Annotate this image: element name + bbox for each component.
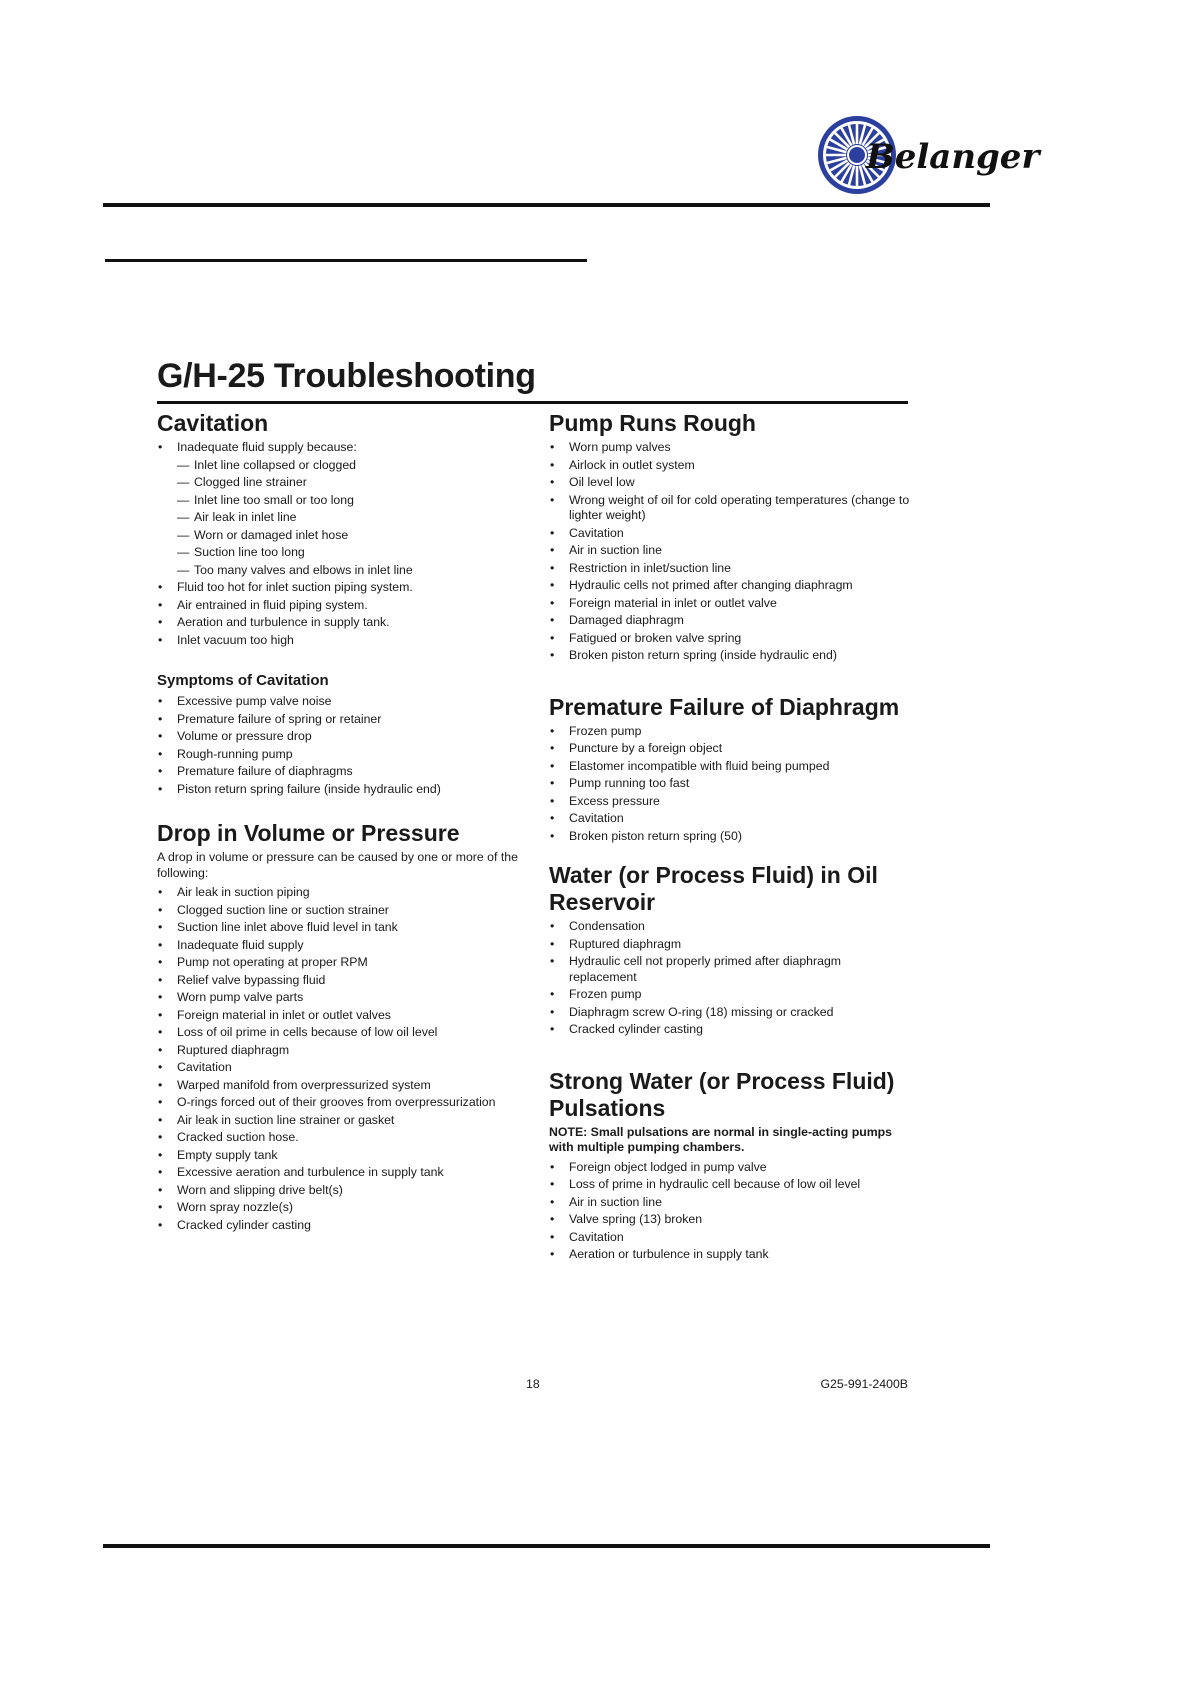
sub-list bbox=[157, 458, 523, 579]
list-item-text: Premature failure of diaphragms bbox=[177, 764, 353, 778]
list-item-text: Inlet vacuum too high bbox=[177, 632, 294, 647]
list-item-text: Cavitation bbox=[177, 1060, 232, 1074]
list-item bbox=[157, 747, 523, 763]
bullet: • bbox=[158, 597, 163, 612]
title-rule bbox=[157, 401, 908, 404]
bullet: • bbox=[550, 758, 555, 773]
belanger-logo bbox=[814, 112, 1040, 198]
list-item-text: Piston return spring failure (inside hydraulic end) bbox=[177, 781, 441, 796]
bullet: • bbox=[158, 711, 163, 726]
bullet: • bbox=[550, 1177, 555, 1191]
bullet: • bbox=[158, 580, 163, 594]
bullet: • bbox=[158, 1007, 163, 1022]
list-item bbox=[549, 919, 911, 935]
list-item-text: Foreign material in inlet or outlet valve bbox=[569, 595, 777, 610]
list-item-text: Air leak in suction line strainer or gasket bbox=[177, 1112, 395, 1127]
bullet: • bbox=[550, 954, 555, 968]
list-item bbox=[157, 1078, 523, 1094]
bullet: • bbox=[158, 1165, 163, 1179]
list-item bbox=[549, 794, 911, 810]
bullet: • bbox=[158, 764, 163, 778]
bullet: • bbox=[158, 885, 163, 899]
bullet: • bbox=[550, 987, 555, 1001]
bullet: • bbox=[550, 793, 555, 808]
bullet: • bbox=[158, 1147, 163, 1162]
list-item bbox=[157, 782, 523, 798]
list-item-text: Worn spray nozzle(s) bbox=[177, 1200, 293, 1214]
bullet: • bbox=[550, 776, 555, 790]
list-item bbox=[549, 1230, 911, 1246]
sub-list-item bbox=[157, 563, 523, 579]
list-item bbox=[157, 764, 523, 780]
bullet: • bbox=[158, 1112, 163, 1127]
header-rule bbox=[103, 203, 990, 207]
list-item bbox=[157, 1008, 523, 1024]
sub-list-item-text: Too many valves and elbows in inlet line bbox=[194, 562, 413, 577]
drop-list bbox=[157, 885, 523, 1233]
list-item bbox=[549, 937, 911, 953]
sub-list-item-text: Inlet line too small or too long bbox=[194, 492, 354, 507]
list-item-text: O-rings forced out of their grooves from overpressurization bbox=[177, 1095, 496, 1109]
list-item-text: Elastomer incompatible with fluid being pumped bbox=[569, 758, 830, 773]
list-item-text: Damaged diaphragm bbox=[569, 613, 684, 627]
list-item-text: Worn pump valves bbox=[569, 440, 671, 454]
bullet: • bbox=[550, 1247, 555, 1261]
list-item bbox=[157, 885, 523, 901]
bullet: • bbox=[550, 492, 555, 507]
list-item bbox=[157, 903, 523, 919]
bullet: • bbox=[158, 632, 163, 647]
bullet: • bbox=[550, 936, 555, 951]
list-item-text: Relief valve bypassing fluid bbox=[177, 972, 326, 987]
list-item-text: Hydraulic cells not primed after changing diaphragm bbox=[569, 578, 853, 592]
list-item bbox=[157, 694, 523, 710]
cavitation-list bbox=[157, 440, 523, 648]
sub-list-item bbox=[157, 528, 523, 544]
list-item bbox=[549, 1177, 911, 1193]
list-item bbox=[157, 729, 523, 745]
list-item bbox=[157, 440, 523, 578]
bullet: • bbox=[550, 560, 555, 575]
right-column bbox=[549, 410, 911, 1265]
list-item bbox=[157, 990, 523, 1006]
list-item-text: Warped manifold from overpressurized system bbox=[177, 1077, 431, 1092]
list-item-text: Pump running too fast bbox=[569, 776, 690, 790]
bullet: • bbox=[158, 729, 163, 743]
strong-heading-line2: Pulsations bbox=[549, 1094, 666, 1121]
list-item bbox=[549, 631, 911, 647]
list-item bbox=[157, 1183, 523, 1199]
dash: — bbox=[177, 562, 190, 577]
list-item-text: Frozen pump bbox=[569, 723, 642, 738]
list-item-text: Air in suction line bbox=[569, 1194, 662, 1209]
list-item-text: Foreign material in inlet or outlet valves bbox=[177, 1007, 391, 1022]
bullet: • bbox=[550, 811, 555, 825]
list-item bbox=[549, 493, 911, 524]
bullet: • bbox=[550, 457, 555, 472]
list-item-text: Clogged suction line or suction strainer bbox=[177, 902, 389, 917]
bullet: • bbox=[550, 1159, 555, 1174]
section-rule bbox=[105, 259, 587, 262]
list-item-text: Air leak in suction piping bbox=[177, 885, 310, 899]
premature-heading: Premature Failure of Diaphragm bbox=[549, 693, 900, 720]
bullet: • bbox=[550, 723, 555, 738]
bullet: • bbox=[550, 543, 555, 557]
sub-list-item-text: Clogged line strainer bbox=[194, 475, 307, 489]
bullet: • bbox=[550, 578, 555, 592]
list-item bbox=[549, 648, 911, 664]
sub-list-item bbox=[157, 510, 523, 526]
list-item-text: Broken piston return spring (inside hydraulic end) bbox=[569, 648, 837, 662]
bullet: • bbox=[158, 955, 163, 969]
bullet: • bbox=[158, 1200, 163, 1214]
dash: — bbox=[177, 492, 190, 507]
bullet: • bbox=[550, 525, 555, 540]
list-item-text: Air in suction line bbox=[569, 543, 662, 557]
list-item bbox=[157, 938, 523, 954]
dash: — bbox=[177, 545, 190, 559]
list-item bbox=[157, 712, 523, 728]
list-item-text: Worn pump valve parts bbox=[177, 990, 304, 1004]
bullet: • bbox=[158, 615, 163, 629]
list-item-text: Cavitation bbox=[569, 811, 624, 825]
strong-heading bbox=[549, 1068, 911, 1122]
list-item bbox=[549, 987, 911, 1003]
list-item bbox=[549, 829, 911, 845]
bullet: • bbox=[550, 613, 555, 627]
list-item bbox=[549, 1005, 911, 1021]
list-item bbox=[157, 1165, 523, 1181]
list-item bbox=[157, 1095, 523, 1111]
drop-heading: Drop in Volume or Pressure bbox=[157, 820, 460, 846]
water-heading-line1: Water (or Process Fluid) in Oil bbox=[549, 862, 878, 888]
list-item bbox=[157, 1200, 523, 1216]
list-item-text: Premature failure of spring or retainer bbox=[177, 711, 382, 726]
list-item-text: Cracked suction hose. bbox=[177, 1130, 299, 1144]
bullet: • bbox=[158, 746, 163, 761]
document-code: G25-991-2400B bbox=[820, 1377, 908, 1391]
list-item-text: Inadequate fluid supply because: bbox=[177, 440, 357, 454]
list-item bbox=[157, 973, 523, 989]
sub-list-item bbox=[157, 458, 523, 474]
list-item-text: Diaphragm screw O-ring (18) missing or cracked bbox=[569, 1004, 834, 1019]
list-item bbox=[157, 598, 523, 614]
bullet: • bbox=[158, 937, 163, 952]
bullet: • bbox=[158, 1025, 163, 1039]
footer-rule bbox=[103, 1544, 990, 1548]
symptoms-list bbox=[157, 694, 523, 797]
list-item bbox=[549, 526, 911, 542]
list-item-text: Fatigued or broken valve spring bbox=[569, 630, 742, 645]
list-item bbox=[549, 543, 911, 559]
strong-note: NOTE: Small pulsations are normal in single-acting pumps with multiple pumping chambers. bbox=[549, 1124, 893, 1154]
dash: — bbox=[177, 510, 190, 524]
list-item bbox=[157, 1025, 523, 1041]
list-item-text: Wrong weight of oil for cold operating temperatures (change to lighter weight) bbox=[569, 492, 910, 522]
list-item-text: Excessive aeration and turbulence in supply tank bbox=[177, 1165, 444, 1179]
water-heading bbox=[549, 862, 911, 916]
rough-list bbox=[549, 440, 911, 664]
bullet: • bbox=[550, 1004, 555, 1019]
list-item bbox=[549, 613, 911, 629]
water-list bbox=[549, 919, 911, 1038]
bullet: • bbox=[158, 694, 163, 708]
list-item bbox=[549, 1022, 911, 1038]
list-item bbox=[549, 1247, 911, 1263]
list-item-text: Frozen pump bbox=[569, 987, 642, 1001]
premature-list bbox=[549, 724, 911, 845]
list-item-text: Fluid too hot for inlet suction piping system. bbox=[177, 580, 413, 594]
list-item-text: Aeration or turbulence in supply tank bbox=[569, 1247, 769, 1261]
list-item bbox=[549, 1212, 911, 1228]
list-item-text: Pump not operating at proper RPM bbox=[177, 955, 368, 969]
list-item-text: Foreign object lodged in pump valve bbox=[569, 1159, 767, 1174]
symptoms-heading: Symptoms of Cavitation bbox=[157, 672, 329, 689]
bullet: • bbox=[550, 630, 555, 645]
bullet: • bbox=[158, 990, 163, 1004]
list-item bbox=[157, 1130, 523, 1146]
list-item bbox=[549, 776, 911, 792]
list-item bbox=[549, 561, 911, 577]
bullet: • bbox=[158, 1182, 163, 1197]
list-item bbox=[157, 920, 523, 936]
list-item bbox=[157, 955, 523, 971]
sub-list-item-text: Air leak in inlet line bbox=[194, 510, 297, 524]
bullet: • bbox=[158, 440, 163, 454]
bullet: • bbox=[158, 1130, 163, 1144]
bullet: • bbox=[550, 595, 555, 610]
list-item-text: Empty supply tank bbox=[177, 1147, 278, 1162]
sub-list-item-text: Suction line too long bbox=[194, 545, 305, 559]
sub-list-item-text: Inlet line collapsed or clogged bbox=[194, 457, 357, 472]
list-item bbox=[549, 811, 911, 827]
bullet: • bbox=[550, 1194, 555, 1209]
list-item bbox=[157, 1148, 523, 1164]
left-column bbox=[157, 410, 523, 1235]
list-item bbox=[549, 724, 911, 740]
bullet: • bbox=[158, 902, 163, 917]
list-item-text: Valve spring (13) broken bbox=[569, 1212, 703, 1226]
list-item-text: Volume or pressure drop bbox=[177, 729, 312, 743]
sub-list-item bbox=[157, 493, 523, 509]
bullet: • bbox=[158, 1060, 163, 1074]
list-item-text: Airlock in outlet system bbox=[569, 457, 695, 472]
dash: — bbox=[177, 475, 190, 489]
list-item-text: Cracked cylinder casting bbox=[177, 1217, 311, 1232]
dash: — bbox=[177, 457, 190, 472]
sub-list-item-text: Worn or damaged inlet hose bbox=[194, 527, 349, 542]
list-item bbox=[157, 633, 523, 649]
list-item-text: Oil level low bbox=[569, 475, 635, 489]
bullet: • bbox=[550, 648, 555, 662]
list-item bbox=[549, 596, 911, 612]
list-item-text: Hydraulic cell not properly primed after diaphragm replacement bbox=[569, 954, 842, 984]
strong-heading-line1: Strong Water (or Process Fluid) bbox=[549, 1067, 895, 1094]
logo-wordmark: Belanger bbox=[866, 137, 1040, 177]
list-item-text: Cavitation bbox=[569, 1229, 624, 1244]
list-item bbox=[157, 1218, 523, 1234]
cavitation-heading: Cavitation bbox=[157, 410, 269, 436]
bullet: • bbox=[158, 1042, 163, 1057]
list-item bbox=[549, 1160, 911, 1176]
list-item-text: Ruptured diaphragm bbox=[569, 936, 682, 951]
bullet: • bbox=[550, 440, 555, 454]
list-item bbox=[157, 1060, 523, 1076]
page-title: G/H-25 Troubleshooting bbox=[157, 357, 536, 395]
list-item bbox=[549, 458, 911, 474]
strong-list bbox=[549, 1160, 911, 1263]
bullet: • bbox=[158, 781, 163, 796]
bullet: • bbox=[550, 475, 555, 489]
list-item-text: Puncture by a foreign object bbox=[569, 741, 723, 755]
page-number: 18 bbox=[526, 1377, 540, 1391]
list-item-text: Worn and slipping drive belt(s) bbox=[177, 1182, 343, 1197]
dash: — bbox=[177, 527, 190, 542]
list-item-text: Aeration and turbulence in supply tank. bbox=[177, 615, 390, 629]
list-item-text: Loss of prime in hydraulic cell because of low oil level bbox=[569, 1177, 861, 1191]
bullet: • bbox=[158, 1077, 163, 1092]
list-item bbox=[549, 578, 911, 594]
sub-list-item bbox=[157, 475, 523, 491]
list-item-text: Rough-running pump bbox=[177, 746, 293, 761]
list-item-text: Broken piston return spring (50) bbox=[569, 828, 742, 843]
list-item bbox=[549, 440, 911, 456]
bullet: • bbox=[550, 741, 555, 755]
list-item-text: Cavitation bbox=[569, 525, 624, 540]
list-item bbox=[157, 580, 523, 596]
list-item-text: Loss of oil prime in cells because of low oil level bbox=[177, 1025, 438, 1039]
list-item bbox=[549, 1195, 911, 1211]
bullet: • bbox=[550, 1229, 555, 1244]
bullet: • bbox=[550, 919, 555, 933]
list-item-text: Ruptured diaphragm bbox=[177, 1042, 290, 1057]
bullet: • bbox=[158, 1217, 163, 1232]
list-item bbox=[549, 475, 911, 491]
list-item bbox=[157, 1113, 523, 1129]
bullet: • bbox=[158, 920, 163, 934]
list-item-text: Excess pressure bbox=[569, 793, 660, 808]
list-item-text: Excessive pump valve noise bbox=[177, 694, 332, 708]
drop-intro: A drop in volume or pressure can be caused by one or more of the following: bbox=[157, 850, 518, 880]
list-item-text: Restriction in inlet/suction line bbox=[569, 560, 731, 575]
list-item-text: Condensation bbox=[569, 919, 645, 933]
sub-list-item bbox=[157, 545, 523, 561]
rough-heading: Pump Runs Rough bbox=[549, 410, 756, 436]
bullet: • bbox=[158, 972, 163, 987]
list-item bbox=[549, 954, 911, 985]
list-item-text: Inadequate fluid supply bbox=[177, 937, 304, 952]
bullet: • bbox=[158, 1095, 163, 1109]
list-item bbox=[549, 759, 911, 775]
list-item bbox=[157, 1043, 523, 1059]
list-item bbox=[549, 741, 911, 757]
bullet: • bbox=[550, 1212, 555, 1226]
bullet: • bbox=[550, 828, 555, 843]
list-item-text: Suction line inlet above fluid level in tank bbox=[177, 920, 398, 934]
bullet: • bbox=[550, 1022, 555, 1036]
list-item-text: Cracked cylinder casting bbox=[569, 1022, 703, 1036]
list-item-text: Air entrained in fluid piping system. bbox=[177, 597, 368, 612]
water-heading-line2: Reservoir bbox=[549, 889, 656, 915]
list-item bbox=[157, 615, 523, 631]
